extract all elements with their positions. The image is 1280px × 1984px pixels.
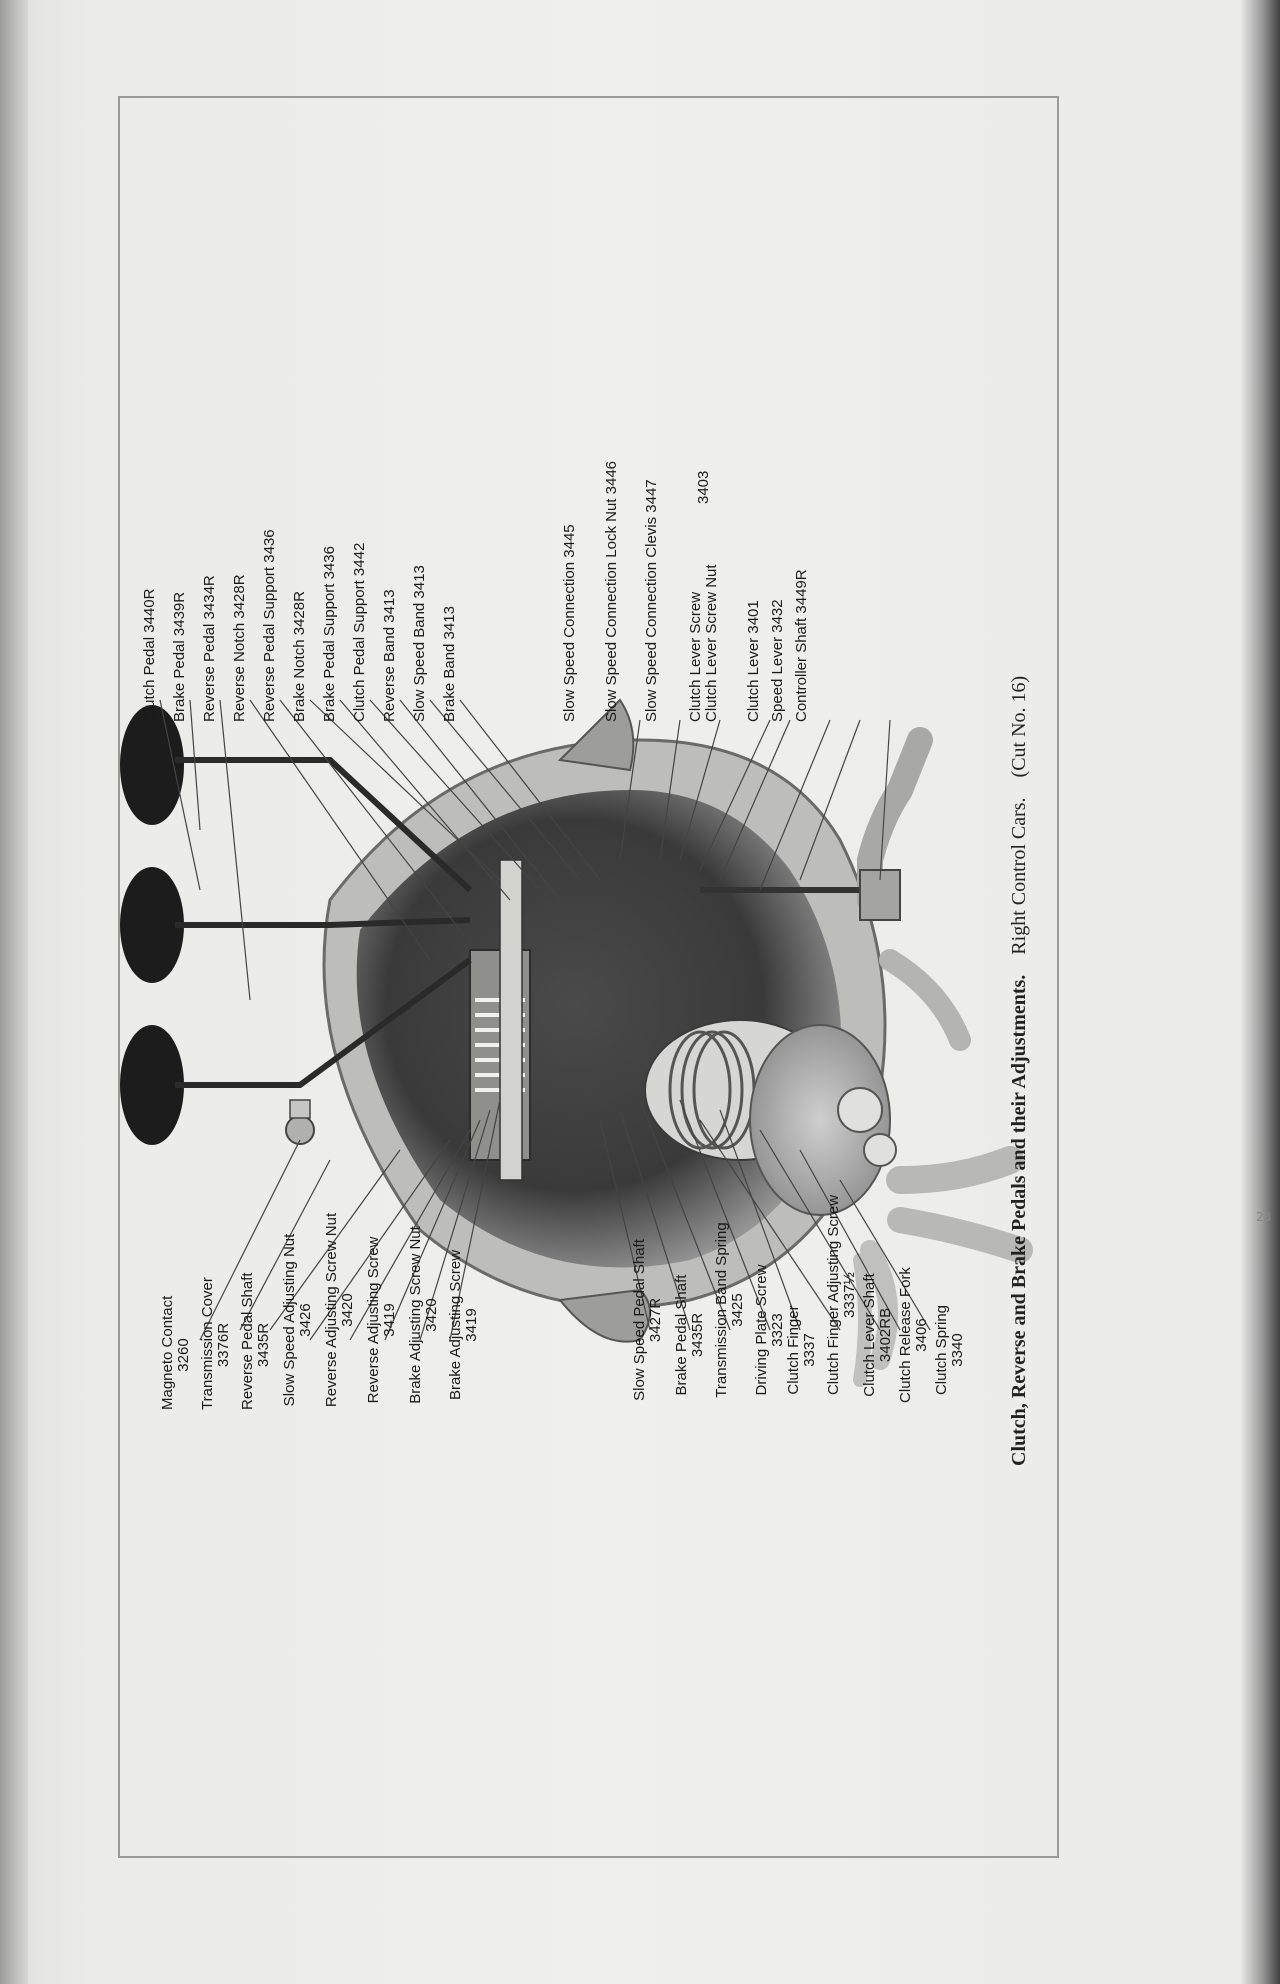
label-brake-notch: Brake Notch 3428R: [291, 591, 308, 722]
label-slow-speed-pedal-shaft-no: 3427R: [647, 1297, 664, 1343]
label-brake-pedal-shaft-name: Brake Pedal Shaft: [673, 1274, 690, 1396]
label-reverse-band: Reverse Band 3413: [381, 589, 398, 722]
label-clutch-lever-shaft-no: 3402RB: [877, 1307, 894, 1363]
label-clutch-finger: [786, 1290, 818, 1410]
label-speed-lever: Speed Lever 3432: [769, 599, 786, 722]
label-reverse-pedal-support: Reverse Pedal Support 3436: [261, 529, 278, 722]
label-clutch-finger-name: Clutch Finger: [785, 1305, 802, 1395]
label-reverse-adjusting-screw-no: 3419: [381, 1303, 398, 1337]
label-reverse-adjusting-screw-name: Reverse Adjusting Screw: [365, 1236, 382, 1404]
label-clutch-lever-shaft-name: Clutch Lever Shaft: [861, 1273, 878, 1397]
label-controller-shaft: Controller Shaft 3449R: [793, 569, 810, 722]
label-driving-plate-screw-no: 3323: [769, 1313, 786, 1347]
label-driving-plate-screw-name: Driving Plate Screw: [753, 1264, 770, 1396]
label-transmission-band-spring-no: 3425: [729, 1293, 746, 1327]
label-magneto-contact-name: Magneto Contact: [159, 1295, 176, 1410]
label-transmission-cover: [199, 1277, 232, 1410]
label-reverse-adjusting-screw-nut: [324, 1210, 356, 1410]
label-brake-adjusting-screw-name: Brake Adjusting Screw: [447, 1249, 464, 1401]
label-reverse-pedal-shaft-no: 3435R: [255, 1322, 272, 1368]
label-clutch-finger-adjusting-screw: [826, 1180, 858, 1410]
label-reverse-pedal-shaft-name: Reverse Pedal Shaft: [239, 1272, 256, 1410]
label-transmission-band-spring: [714, 1210, 746, 1410]
page-mark: 23: [1256, 1210, 1272, 1224]
caption-bold: Clutch, Reverse and Brake Pedals and their Adjustments.: [1008, 974, 1030, 1466]
label-slow-speed-pedal-shaft-name: Slow Speed Pedal Shaft: [631, 1239, 648, 1401]
caption-cut: (Cut No. 16): [1008, 675, 1030, 778]
label-reverse-adjusting-screw-nut-no: 3420: [339, 1293, 356, 1327]
label-clutch-release-fork-no: 3406: [913, 1318, 930, 1352]
label-clutch-lever-shaft: [862, 1260, 894, 1410]
label-reverse-pedal: Reverse Pedal 3434R: [201, 575, 218, 722]
label-brake-pedal-shaft-no: 3435R: [689, 1312, 706, 1358]
label-slow-speed-connection: Slow Speed Connection 3445: [561, 524, 578, 722]
label-transmission-cover-name: Transmission Cover: [199, 1277, 216, 1410]
label-transmission-band-spring-name: Transmission Band Spring: [713, 1222, 730, 1398]
label-clutch-spring-name: Clutch Spring: [933, 1304, 950, 1396]
label-brake-adjusting-screw-nut: [408, 1220, 440, 1410]
label-clutch-lever-screw-nut: Clutch Lever Screw Nut: [703, 564, 720, 722]
label-clutch-spring: [934, 1290, 966, 1410]
label-reverse-notch: Reverse Notch 3428R: [231, 574, 248, 722]
label-clutch-spring-no: 3340: [949, 1333, 966, 1367]
rotated-plate: [0, 124, 1080, 1884]
label-reverse-pedal-shaft: [239, 1272, 272, 1410]
label-clutch-lever: Clutch Lever 3401: [745, 600, 762, 722]
label-brake-pedal: Brake Pedal 3439R: [171, 591, 188, 722]
label-clutch-finger-adjusting-screw-no: 3337½: [841, 1272, 858, 1318]
label-slow-speed-connection-clevis: Slow Speed Connection Clevis 3447: [643, 479, 660, 722]
label-brake-adjusting-screw-nut-name: Brake Adjusting Screw Nut: [407, 1226, 424, 1404]
label-clutch-release-fork-name: Clutch Release Fork: [897, 1267, 914, 1403]
label-magneto-contact: [159, 1295, 192, 1410]
label-brake-pedal-support: Brake Pedal Support 3436: [321, 546, 338, 722]
label-clutch-pedal: Clutch Pedal 3440R: [141, 588, 158, 722]
label-reverse-adjusting-screw-nut-name: Reverse Adjusting Screw Nut: [323, 1212, 340, 1408]
label-clutch-finger-adjusting-screw-name: Clutch Finger Adjusting Screw: [825, 1194, 842, 1396]
label-magneto-contact-no: 3260: [175, 1338, 192, 1372]
label-slow-speed-adjusting-nut-no: 3426: [297, 1303, 314, 1337]
label-slow-speed-adjusting-nut: [282, 1230, 314, 1410]
label-clutch-pedal-support: Clutch Pedal Support 3442: [351, 542, 368, 722]
label-slow-speed-adjusting-nut-name: Slow Speed Adjusting Nut: [281, 1233, 298, 1407]
label-brake-pedal-shaft: [674, 1260, 706, 1410]
label-clutch-lever-screw-part: 3403: [695, 470, 712, 504]
label-transmission-cover-no: 3376R: [215, 1322, 232, 1368]
caption-normal: Right Control Cars.: [1008, 797, 1030, 955]
label-brake-adjusting-screw-nut-no: 3420: [423, 1298, 440, 1332]
label-clutch-lever-screw: Clutch Lever Screw: [687, 591, 704, 722]
label-brake-adjusting-screw: [448, 1240, 480, 1410]
label-clutch-release-fork: [898, 1260, 930, 1410]
label-clutch-finger-no: 3337: [801, 1333, 818, 1367]
label-slow-speed-pedal-shaft: [632, 1230, 664, 1410]
label-reverse-adjusting-screw: [366, 1230, 398, 1410]
figure-caption: [1008, 676, 1031, 1466]
label-driving-plate-screw: [754, 1250, 786, 1410]
label-slow-speed-connection-lock-nut: Slow Speed Connection Lock Nut 3446: [603, 460, 620, 722]
label-slow-speed-band: Slow Speed Band 3413: [411, 565, 428, 722]
label-brake-band: Brake Band 3413: [441, 606, 458, 722]
label-brake-adjusting-screw-no: 3419: [463, 1308, 480, 1342]
